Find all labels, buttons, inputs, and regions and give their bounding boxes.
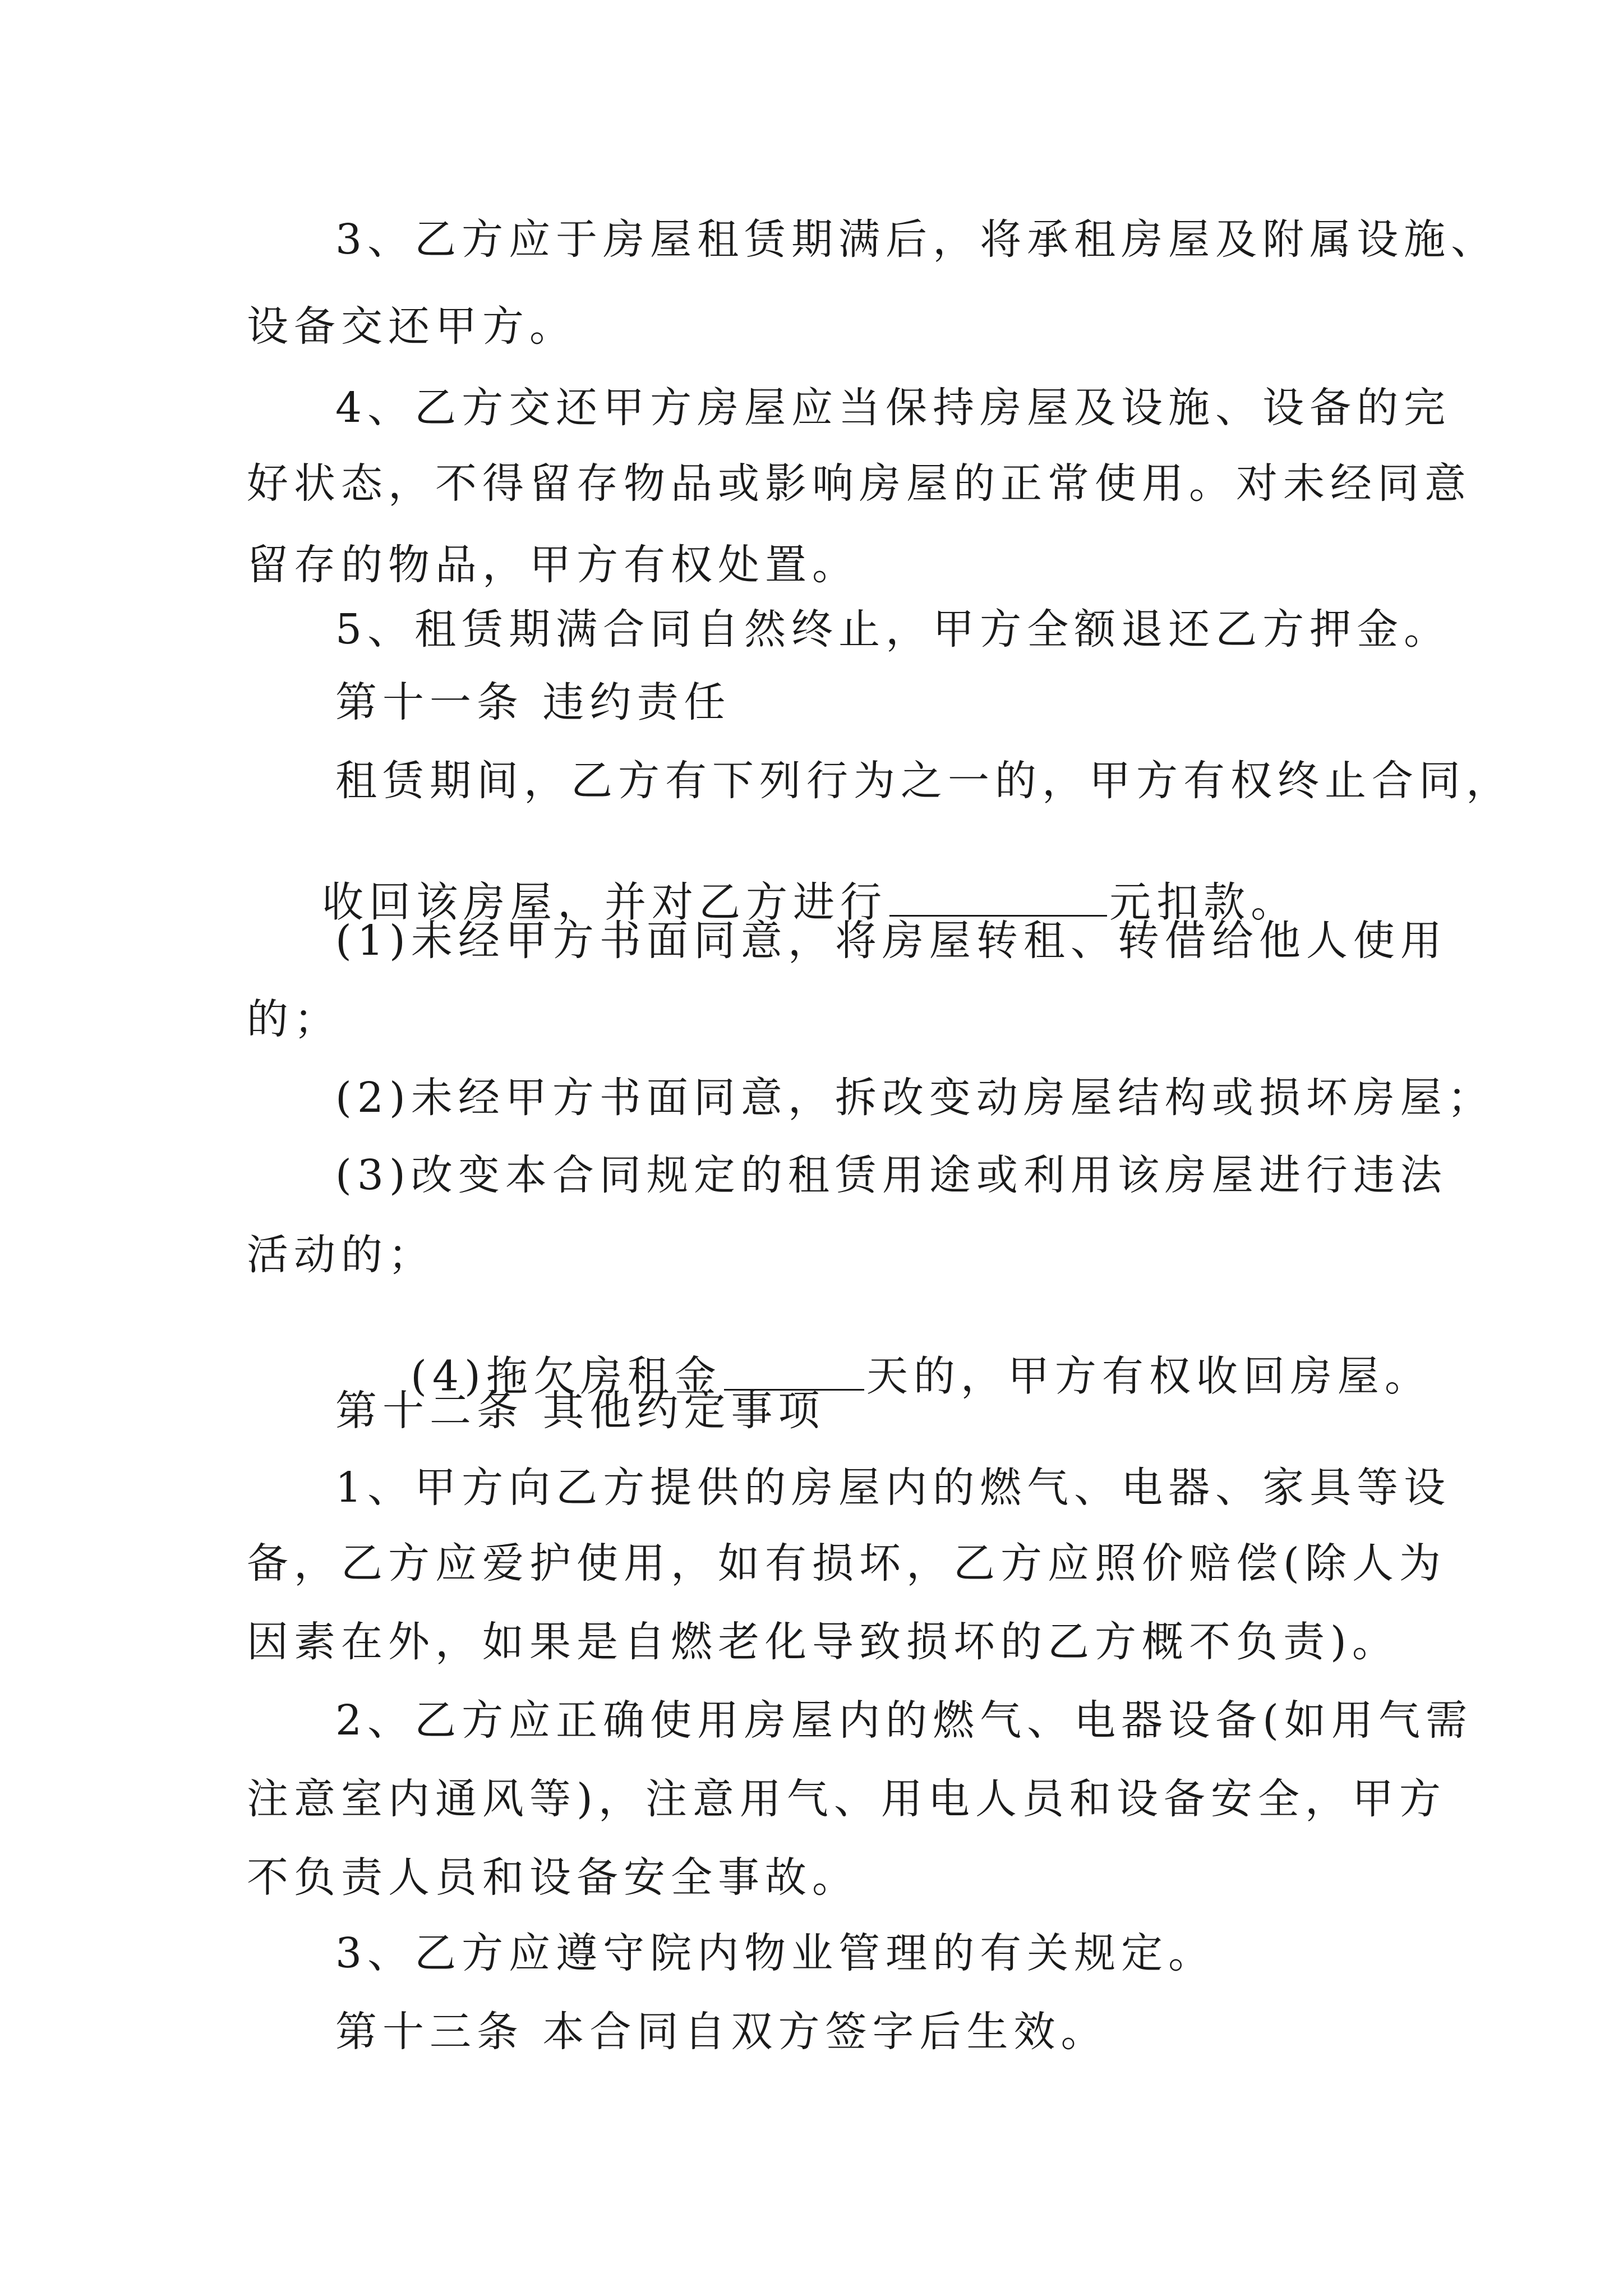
line-text-after-blank: 元扣款。: [1109, 878, 1298, 927]
paragraph-line: 活动的；: [247, 1231, 435, 1279]
paragraph-line: 2、乙方应正确使用房屋内的燃气、电器设备(如用气需: [335, 1696, 1473, 1745]
paragraph-line: 4、乙方交还甲方房屋应当保持房屋及设施、设备的完: [335, 384, 1451, 432]
paragraph-line: 的；: [247, 995, 341, 1043]
paragraph-line: 备，乙方应爱护使用，如有损坏，乙方应照价赔偿(除人为: [247, 1539, 1446, 1588]
section-heading: 第十二条 其他约定事项: [335, 1387, 826, 1435]
section-heading: 第十一条 违约责任: [335, 678, 731, 726]
paragraph-line: (1)未经甲方书面同意，将房屋转租、转借给他人使用: [335, 917, 1447, 965]
paragraph-line: 注意室内通风等)，注意用气、用电人员和设备安全，甲方: [247, 1775, 1446, 1823]
paragraph-line: 好状态，不得留存物品或影响房屋的正常使用。对未经同意: [247, 459, 1472, 508]
fill-in-blank: [724, 1351, 864, 1391]
paragraph-line: 留存的物品，甲方有权处置。: [247, 541, 859, 589]
paragraph-line: (3)改变本合同规定的租赁用途或利用该房屋进行违法: [335, 1151, 1447, 1199]
paragraph-line: 因素在外，如果是自燃老化导致损坏的乙方概不负责)。: [247, 1618, 1399, 1666]
paragraph-line: 5、租赁期满合同自然终止，甲方全额退还乙方押金。: [335, 605, 1451, 654]
paragraph-line: 3、乙方应遵守院内物业管理的有关规定。: [335, 1929, 1216, 1977]
line-text-before-blank: (4)拖欠房租金: [411, 1352, 722, 1401]
line-text-before-blank: 收回该房屋，并对乙方进行: [322, 878, 888, 927]
section-heading: 第十三条 本合同自双方签字后生效。: [335, 2008, 1108, 2056]
paragraph-line: 设备交还甲方。: [247, 302, 577, 351]
fill-in-blank: [889, 877, 1107, 917]
paragraph-line: 1、甲方向乙方提供的房屋内的燃气、电器、家具等设: [335, 1464, 1451, 1512]
paragraph-line: 3、乙方应于房屋租赁期满后，将承租房屋及附属设施、: [335, 215, 1498, 264]
line-text-after-blank: 天的，甲方有权收回房屋。: [866, 1352, 1432, 1401]
paragraph-line: (2)未经甲方书面同意，拆改变动房屋结构或损坏房屋；: [335, 1074, 1495, 1122]
paragraph-line: 租赁期间，乙方有下列行为之一的，甲方有权终止合同，: [335, 757, 1513, 805]
paragraph-line: 不负责人员和设备安全事故。: [247, 1853, 859, 1902]
